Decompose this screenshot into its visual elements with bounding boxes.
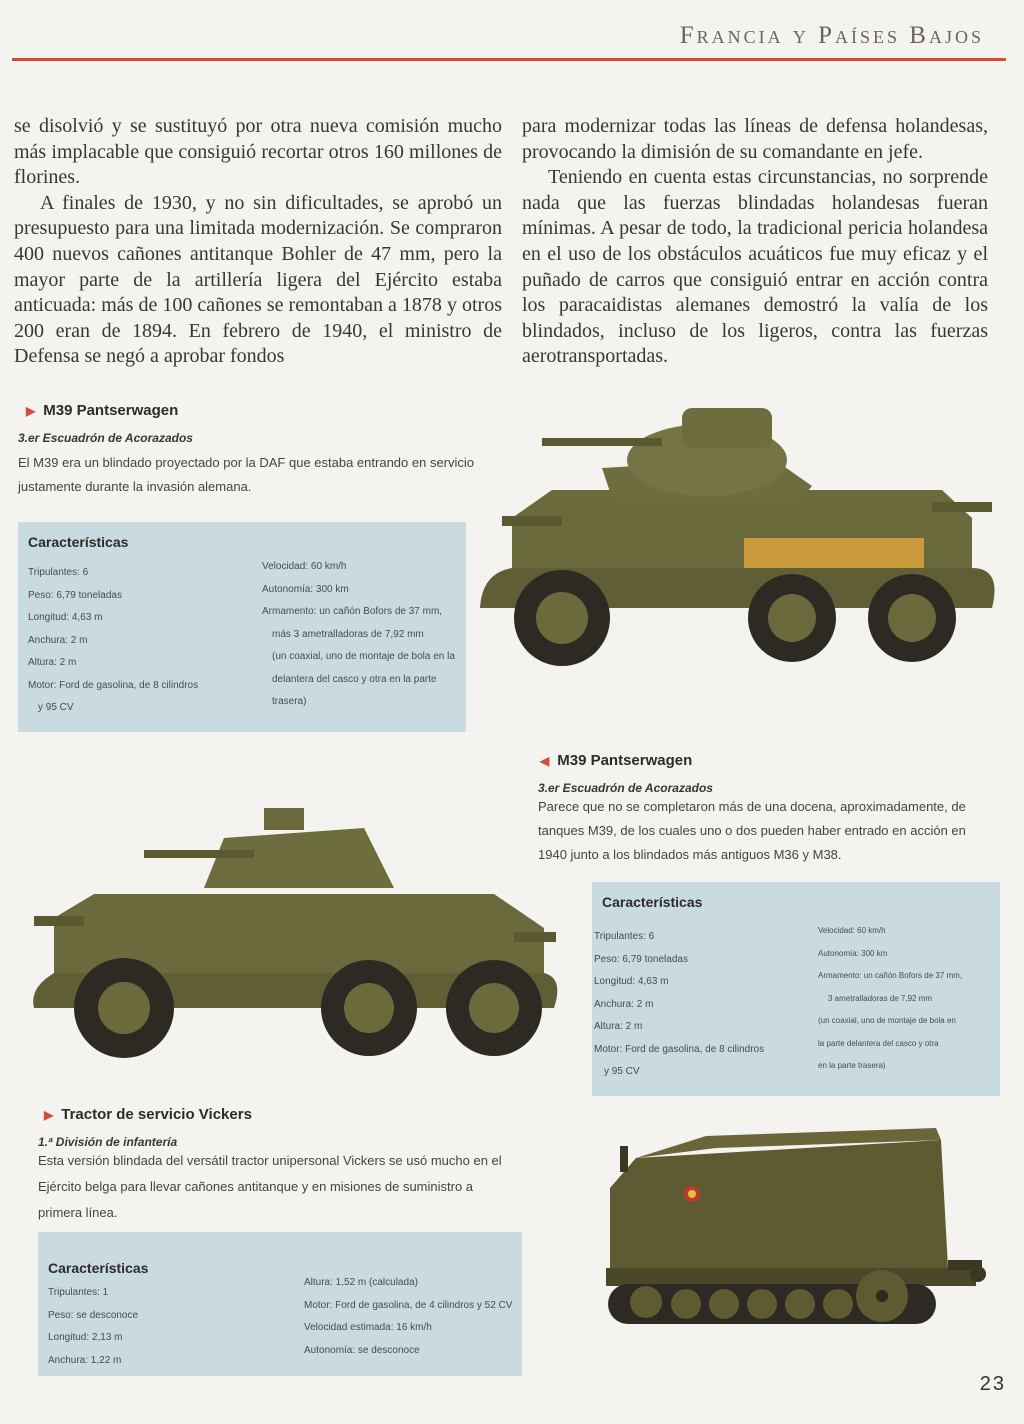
section-description: Esta versión blindada del versátil tractor unipersonal Vickers se usó mucho en el Ejército belga para llevar cañones antitanque y en misiones de suministro a primera línea.: [38, 1153, 502, 1220]
spec-item: Motor: Ford de gasolina, de 4 cilindros y 52 CV: [304, 1299, 513, 1311]
spec-item: Tripulantes: 1: [48, 1287, 109, 1298]
armored-car-illustration: [24, 798, 564, 1060]
spec-column-right: [818, 920, 962, 1078]
spec-item: Peso: 6,79 toneladas: [28, 589, 122, 601]
spec-item: más 3 ametralladoras de 7,92 mm: [272, 628, 424, 640]
spec-item: y 95 CV: [604, 1066, 640, 1077]
spec-item: Velocidad: 60 km/h: [818, 926, 886, 935]
spec-column-left: [594, 926, 764, 1084]
spec-box-title: Características: [28, 534, 129, 550]
spec-item: Longitud: 4,63 m: [28, 612, 103, 623]
spec-item: Armamento: un cañón Bofors de 37 mm,: [262, 606, 443, 617]
running-header: Francia y Países Bajos: [679, 22, 984, 49]
section-title: [44, 1106, 252, 1123]
body-column-left: [14, 114, 502, 370]
section-unit: 3.er Escuadrón de Acorazados: [538, 781, 713, 795]
spec-item: (un coaxial, uno de montaje de bola en la: [272, 651, 455, 662]
spec-box: [18, 522, 466, 732]
spec-item: Autonomía: 300 km: [262, 583, 349, 595]
triangle-right-icon: ▶: [26, 404, 36, 418]
spec-box: [592, 882, 1000, 1096]
page-number: 23: [979, 1373, 1006, 1395]
section-unit: 3.er Escuadrón de Acorazados: [18, 431, 193, 445]
spec-item: 3 ametralladoras de 7,92 mm: [828, 993, 933, 1003]
spec-item: Anchura: 2 m: [594, 998, 654, 1010]
spec-column-left: [28, 562, 198, 720]
spec-item: trasera): [272, 696, 307, 707]
spec-item: Armamento: un cañón Bofors de 37 mm,: [818, 971, 963, 980]
spec-item: Peso: 6,79 toneladas: [594, 953, 688, 965]
body-column-right: [522, 114, 988, 370]
section-description: El M39 era un blindado proyectado por la DAF que estaba entrando en servicio justamente durante la invasión alemana.: [18, 455, 475, 494]
spec-item: (un coaxial, uno de montaje de bola en: [818, 1016, 956, 1025]
spec-item: en la parte trasera): [818, 1061, 886, 1070]
spec-box: [38, 1232, 522, 1376]
spec-item: Velocidad estimada: 16 km/h: [304, 1322, 432, 1333]
spec-column-left: [48, 1282, 138, 1372]
spec-item: Velocidad: 60 km/h: [262, 561, 347, 572]
spec-item: Autonomía: 300 km: [818, 948, 888, 958]
section-description: Parece que no se completaron más de una docena, aproximadamente, de tanques M39, de los cuales uno o dos pueden haber entrado en acción en 1940 junto a los blindados más antiguos M36 y M38.: [538, 799, 966, 862]
spec-item: Altura: 2 m: [28, 657, 77, 668]
spec-item: Peso: se desconoce: [48, 1309, 139, 1321]
spec-item: Motor: Ford de gasolina, de 8 cilindros: [28, 679, 199, 691]
paragraph: para modernizar todas las líneas de defensa holandesas, provocando la dimisión de su comandante en jefe.: [522, 115, 988, 163]
spec-item: Altura: 2 m: [594, 1021, 643, 1032]
section-title-text: M39 Pantserwagen: [557, 752, 693, 769]
section-title-text: Tractor de servicio Vickers: [61, 1106, 252, 1123]
tracked-tractor-illustration: [596, 1118, 992, 1334]
spec-item: Motor: Ford de gasolina, de 8 cilindros: [594, 1043, 765, 1055]
spec-column-right: [304, 1272, 512, 1362]
spec-item: Altura: 1,52 m (calculada): [304, 1277, 418, 1288]
spec-column-right: [262, 556, 455, 714]
paragraph: se disolvió y se sustituyó por otra nueva comisión mucho más implacable que consiguió recortar otros 160 millones de florines.: [14, 115, 502, 189]
spec-box-title: Características: [602, 894, 703, 910]
spec-item: Anchura: 2 m: [28, 634, 88, 646]
spec-item: Anchura: 1,22 m: [48, 1354, 122, 1366]
header-rule: [12, 58, 1006, 61]
spec-item: delantera del casco y otra en la parte: [272, 673, 437, 685]
triangle-left-icon: ◀: [540, 754, 550, 768]
section-title-text: M39 Pantserwagen: [43, 402, 179, 419]
spec-box-title: Características: [48, 1260, 149, 1276]
spec-item: Tripulantes: 6: [594, 931, 655, 942]
spec-item: y 95 CV: [38, 702, 74, 713]
paragraph: Teniendo en cuenta estas circunstancias, no sorprende nada que las fuerzas blindadas holandesas fueran mínimas. A pesar de todo, la tradicional pericia holandesa en el uso de los obstáculos acuáticos fue muy eficaz y el puñado de carros que consiguió entrar en acción contra los paracaidistas alemanes demostró la valía de los blindados, incluso de los ligeros, contra las fuerzas aerotransportadas.: [522, 166, 988, 368]
triangle-right-icon: ▶: [44, 1108, 54, 1122]
armored-car-illustration: [472, 398, 1012, 670]
spec-item: Tripulantes: 6: [28, 567, 89, 578]
spec-item: Longitud: 2,13 m: [48, 1332, 123, 1343]
section-unit: 1.ª División de infantería: [38, 1135, 178, 1149]
section-title: [26, 402, 178, 419]
spec-item: Autonomía: se desconoce: [304, 1344, 420, 1356]
paragraph: A finales de 1930, y no sin dificultades, se aprobó un presupuesto para una limitada modernización. Se compraron 400 nuevos cañones antitanque Bohler de 47 mm, pero la mayor parte de la artillería ligera del Ejército estaba anticuada: más de 100 cañones se remontaban a 1878 y otros 200 eran de 1894. En febrero de 1940, el ministro de Defensa se negó a aprobar fondos: [14, 191, 502, 368]
section-title: [540, 752, 692, 769]
spec-item: la parte delantera del casco y otra: [818, 1038, 939, 1048]
spec-item: Longitud: 4,63 m: [594, 976, 669, 987]
